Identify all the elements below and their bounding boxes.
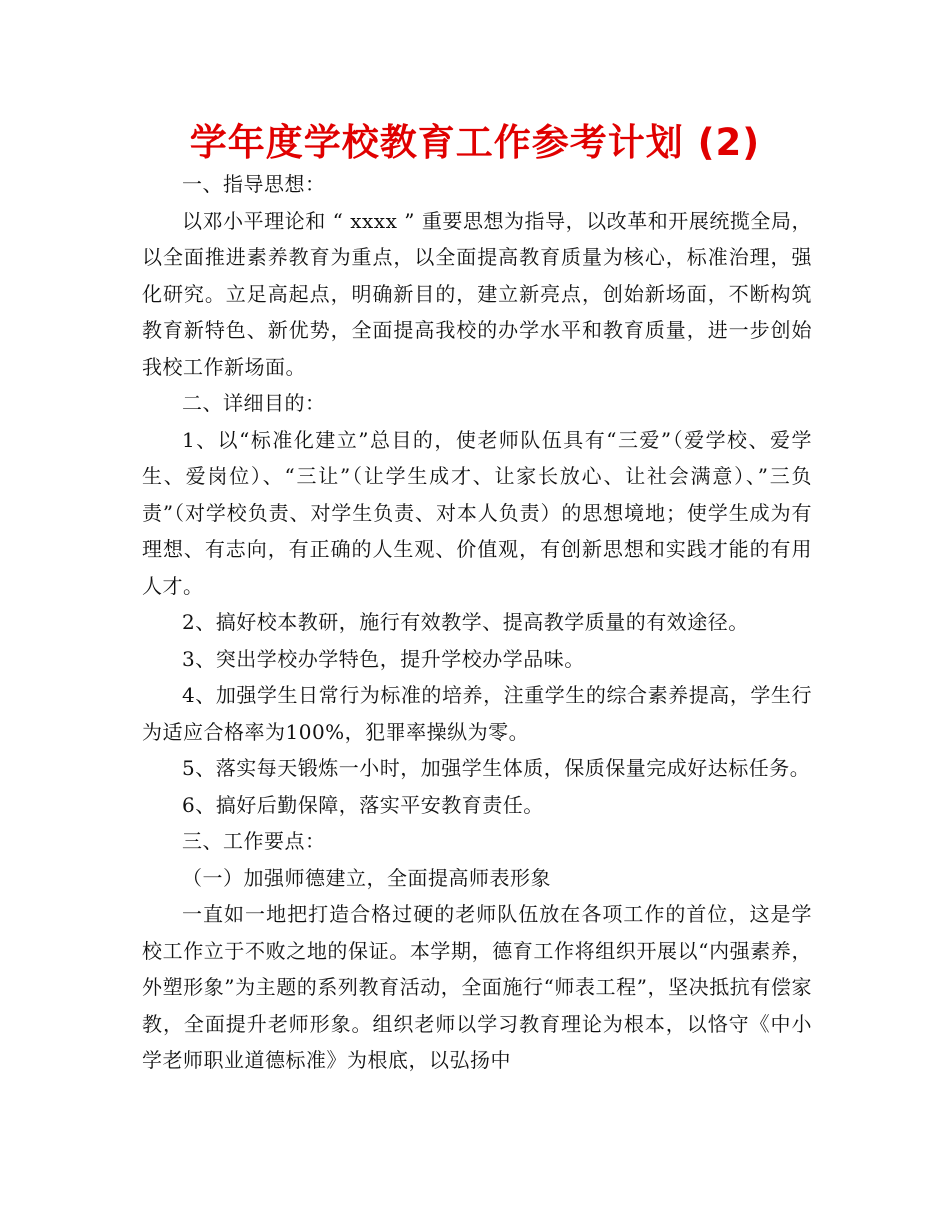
paragraph-teacher-ethics: 一直如一地把打造合格过硬的老师队伍放在各项工作的首位，这是学校工作立于不败之地的保证。本学期，德育工作将组织开展以“内强素养，外塑形象”为主题的系列教育活动，全面施行“师表工程”，坚决抵抗有偿家教，全面提升老师形象。组织老师以学习教育理论为根本，以恪守《中小学老师职业道德标准》为根底，以弘扬中 xyxy=(142,902,812,1072)
document-body xyxy=(142,166,812,1079)
section-heading-work-points: 三、工作要点： xyxy=(182,829,326,853)
section-heading-detailed-goals: 二、详细目的： xyxy=(182,391,326,415)
document-title: 学年度学校教育工作参考计划 (2) xyxy=(189,121,761,164)
section-heading-guiding-thought: 一、指导思想： xyxy=(182,172,326,196)
paragraph-guiding-thought: 以邓小平理论和 “ xxxx ” 重要思想为指导，以改革和开展统揽全局，以全面推进素养教育为重点，以全面提高教育质量为核心，标准治理，强化研究。立足高起点，明确新目的，建立新亮点，创始新场面，不断构筑教育新特色、新优势，全面提高我校的办学水平和教育质量，进一步创始我校工作新场面。 xyxy=(142,208,812,379)
paragraph-goal-1: 1、以“标准化建立”总目的，使老师队伍具有“三爱”（爱学校、爱学生、爱岗位）、“三让”（让学生成才、让家长放心、让社会满意）、”三负责”（对学校负责、对学生负责、对本人负责）的思想境地；使学生成为有理想、有志向，有正确的人生观、价值观，有创新思想和实践才能的有用人才。 xyxy=(142,427,812,598)
paragraph-goal-4: 4、加强学生日常行为标准的培养，注重学生的综合素养提高，学生行为适应合格率为100%，犯罪率操纵为零。 xyxy=(142,683,812,744)
paragraph-goal-6: 6、搞好后勤保障，落实平安教育责任。 xyxy=(182,792,544,817)
paragraph-goal-5: 5、落实每天锻炼一小时，加强学生体质，保质保量完成好达标任务。 xyxy=(182,756,811,780)
subsection-heading-teacher-ethics: （一）加强师德建立，全面提高师表形象 xyxy=(182,865,551,890)
paragraph-goal-2: 2、搞好校本教研，施行有效教学、提高教学质量的有效途径。 xyxy=(182,610,749,634)
paragraph-goal-3: 3、突出学校办学特色，提升学校办学品味。 xyxy=(182,646,585,671)
